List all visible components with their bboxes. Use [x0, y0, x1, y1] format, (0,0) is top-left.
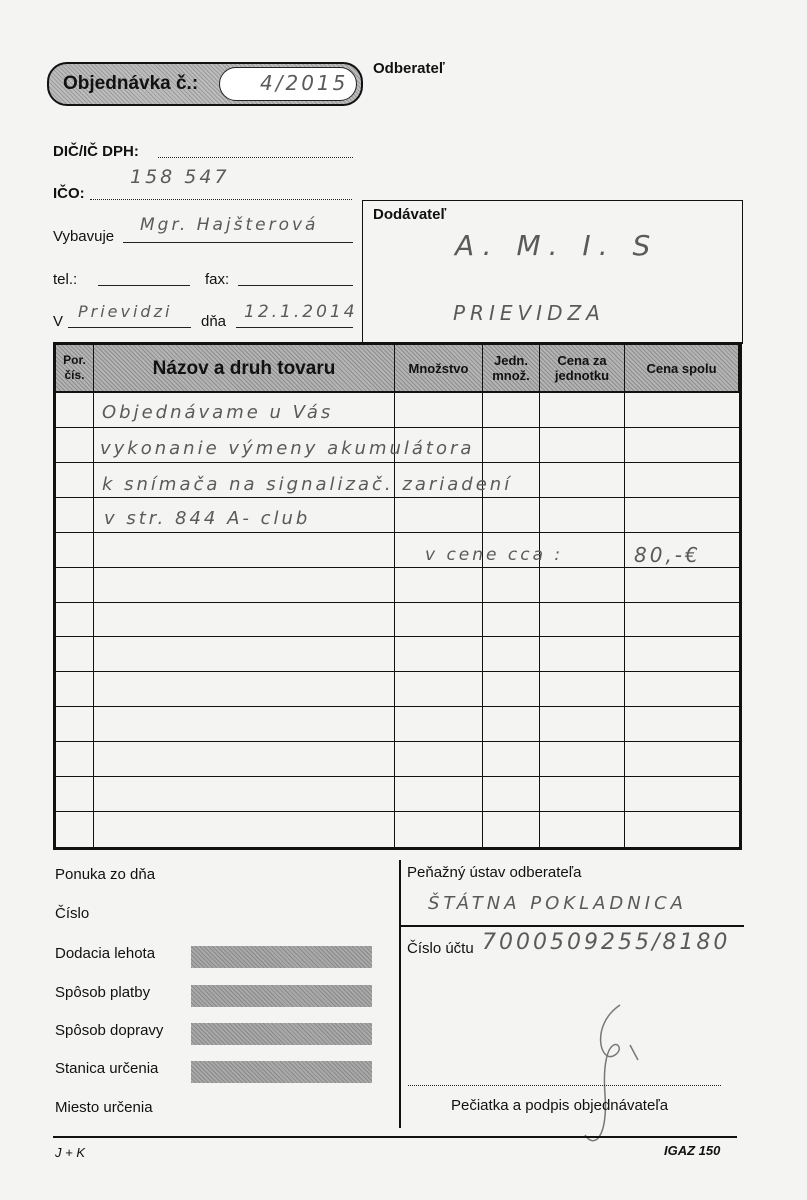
table-cell-total[interactable] [625, 812, 739, 847]
table-cell-number[interactable] [56, 603, 94, 638]
handwritten-line-1: Objednávame u Vás [102, 402, 334, 423]
ico-value: 158 547 [130, 166, 230, 188]
table-cell-quantity[interactable] [395, 603, 483, 638]
table-cell-number[interactable] [56, 672, 94, 707]
place-label: V [53, 313, 64, 330]
table-cell-total[interactable] [625, 463, 739, 498]
table-cell-item[interactable] [94, 672, 395, 707]
table-cell-quantity[interactable] [395, 637, 483, 672]
table-cell-total[interactable] [625, 498, 739, 533]
number-label: Číslo [55, 905, 90, 922]
handled-by-value: Mgr. Hajšterová [140, 215, 319, 235]
table-cell-number[interactable] [56, 463, 94, 498]
destination-place-label: Miesto určenia [55, 1099, 153, 1116]
table-cell-total[interactable] [625, 707, 739, 742]
transport-method-label: Spôsob dopravy [55, 1022, 164, 1039]
date-value: 12.1.2014 [244, 302, 358, 322]
buyer-label: Odberateľ [373, 60, 445, 77]
account-value: 7000509255/8180 [482, 930, 731, 955]
col-header-number: Por. čís. [56, 345, 94, 393]
table-cell-item[interactable] [94, 637, 395, 672]
bank-field-line [399, 925, 744, 927]
table-cell-unit[interactable] [483, 393, 540, 428]
place-value: Prievidzi [78, 302, 173, 321]
place-field[interactable] [68, 327, 191, 328]
handwritten-line-4: v str. 844 A- club [104, 508, 311, 529]
order-number: 4/2015 [260, 71, 349, 95]
payment-method-label: Spôsob platby [55, 984, 151, 1001]
table-cell-total[interactable] [625, 637, 739, 672]
tel-field[interactable] [98, 285, 190, 286]
order-title-pill [47, 62, 363, 106]
delivery-term-label: Dodacia lehota [55, 945, 156, 962]
account-label: Číslo účtu [407, 940, 474, 957]
date-label: dňa [201, 313, 227, 330]
table-cell-item[interactable] [94, 777, 395, 812]
table-cell-unit-price[interactable] [540, 812, 625, 847]
table-cell-item[interactable] [94, 707, 395, 742]
table-cell-unit[interactable] [483, 498, 540, 533]
table-cell-total[interactable] [625, 603, 739, 638]
table-cell-unit[interactable] [483, 637, 540, 672]
payment-method-field[interactable] [191, 985, 372, 1007]
table-cell-quantity[interactable] [395, 812, 483, 847]
table-cell-number[interactable] [56, 393, 94, 428]
table-cell-unit-price[interactable] [540, 603, 625, 638]
table-cell-quantity[interactable] [395, 498, 483, 533]
table-cell-total[interactable] [625, 672, 739, 707]
table-cell-unit[interactable] [483, 707, 540, 742]
offer-date-label: Ponuka zo dňa [55, 866, 156, 883]
table-cell-total[interactable] [625, 393, 739, 428]
table-cell-unit[interactable] [483, 672, 540, 707]
table-cell-unit-price[interactable] [540, 707, 625, 742]
table-cell-unit[interactable] [483, 812, 540, 847]
table-cell-number[interactable] [56, 742, 94, 777]
table-cell-total[interactable] [625, 777, 739, 812]
handled-by-field[interactable] [123, 242, 353, 243]
handwritten-line-3: k snímača na signalizač. zariadení [102, 474, 513, 495]
table-cell-total[interactable] [625, 428, 739, 463]
table-cell-unit[interactable] [483, 742, 540, 777]
col-header-unit-price: Cena za jednotku [540, 345, 625, 393]
handwritten-line-2: vykonanie výmeny akumulátora [100, 438, 475, 459]
table-cell-unit-price[interactable] [540, 463, 625, 498]
table-cell-quantity[interactable] [395, 393, 483, 428]
table-cell-unit-price[interactable] [540, 568, 625, 603]
table-cell-unit[interactable] [483, 428, 540, 463]
table-cell-quantity[interactable] [395, 568, 483, 603]
table-cell-item[interactable] [94, 812, 395, 847]
table-cell-quantity[interactable] [395, 777, 483, 812]
table-cell-unit[interactable] [483, 603, 540, 638]
col-header-unit: Jedn. množ. [483, 345, 540, 393]
table-cell-unit[interactable] [483, 568, 540, 603]
order-number-field[interactable] [219, 67, 357, 101]
table-cell-number[interactable] [56, 707, 94, 742]
footer-rule [53, 1136, 737, 1138]
supplier-box[interactable] [362, 200, 743, 344]
col-header-quantity: Množstvo [395, 345, 483, 393]
section-divider [399, 860, 401, 1128]
table-cell-number[interactable] [56, 637, 94, 672]
table-cell-item[interactable] [94, 603, 395, 638]
stamp-signature-label: Pečiatka a podpis objednávateľa [451, 1097, 669, 1114]
bank-value: ŠTÁTNA POKLADNICA [428, 893, 687, 914]
table-cell-unit-price[interactable] [540, 777, 625, 812]
fax-field[interactable] [238, 285, 353, 286]
fax-label: fax: [205, 271, 230, 288]
table-cell-number[interactable] [56, 568, 94, 603]
signature [560, 985, 670, 1155]
price-value: 80,-€ [634, 543, 701, 567]
dic-field[interactable] [158, 157, 353, 158]
table-cell-unit-price[interactable] [540, 498, 625, 533]
table-cell-item[interactable] [94, 533, 395, 568]
supplier-city: PRIEVIDZA [453, 301, 605, 325]
table-cell-quantity[interactable] [395, 707, 483, 742]
bank-label: Peňažný ústav odberateľa [407, 864, 582, 881]
price-note: v cene cca : [425, 545, 564, 565]
table-cell-unit-price[interactable] [540, 742, 625, 777]
ico-label: IČO: [53, 185, 85, 202]
order-label: Objednávka č.: [63, 73, 199, 94]
table-cell-item[interactable] [94, 742, 395, 777]
col-header-total: Cena spolu [625, 345, 739, 393]
table-cell-unit-price[interactable] [540, 672, 625, 707]
table-cell-total[interactable] [625, 568, 739, 603]
signature-line[interactable] [408, 1085, 721, 1086]
table-cell-number[interactable] [56, 533, 94, 568]
table-cell-number[interactable] [56, 777, 94, 812]
table-cell-total[interactable] [625, 742, 739, 777]
supplier-name: A. M. I. S [455, 229, 659, 262]
table-cell-unit[interactable] [483, 777, 540, 812]
table-cell-number[interactable] [56, 498, 94, 533]
supplier-label: Dodávateľ [373, 206, 447, 223]
date-field[interactable] [236, 327, 353, 328]
handled-by-label: Vybavuje [53, 228, 115, 245]
col-header-item: Názov a druh tovaru [94, 345, 395, 393]
table-cell-number[interactable] [56, 812, 94, 847]
destination-station-field[interactable] [191, 1061, 372, 1083]
footer-form-code: IGAZ 150 [664, 1143, 721, 1158]
table-cell-quantity[interactable] [395, 742, 483, 777]
tel-label: tel.: [53, 271, 78, 288]
footer-left-code: J + K [55, 1145, 85, 1160]
dic-label: DIČ/IČ DPH: [53, 143, 139, 160]
table-cell-unit-price[interactable] [540, 637, 625, 672]
table-cell-number[interactable] [56, 428, 94, 463]
table-cell-unit-price[interactable] [540, 393, 625, 428]
delivery-term-field[interactable] [191, 946, 372, 968]
ico-field[interactable] [90, 199, 352, 200]
destination-station-label: Stanica určenia [55, 1060, 159, 1077]
table-cell-item[interactable] [94, 568, 395, 603]
transport-method-field[interactable] [191, 1023, 372, 1045]
table-cell-quantity[interactable] [395, 672, 483, 707]
table-cell-unit-price[interactable] [540, 428, 625, 463]
